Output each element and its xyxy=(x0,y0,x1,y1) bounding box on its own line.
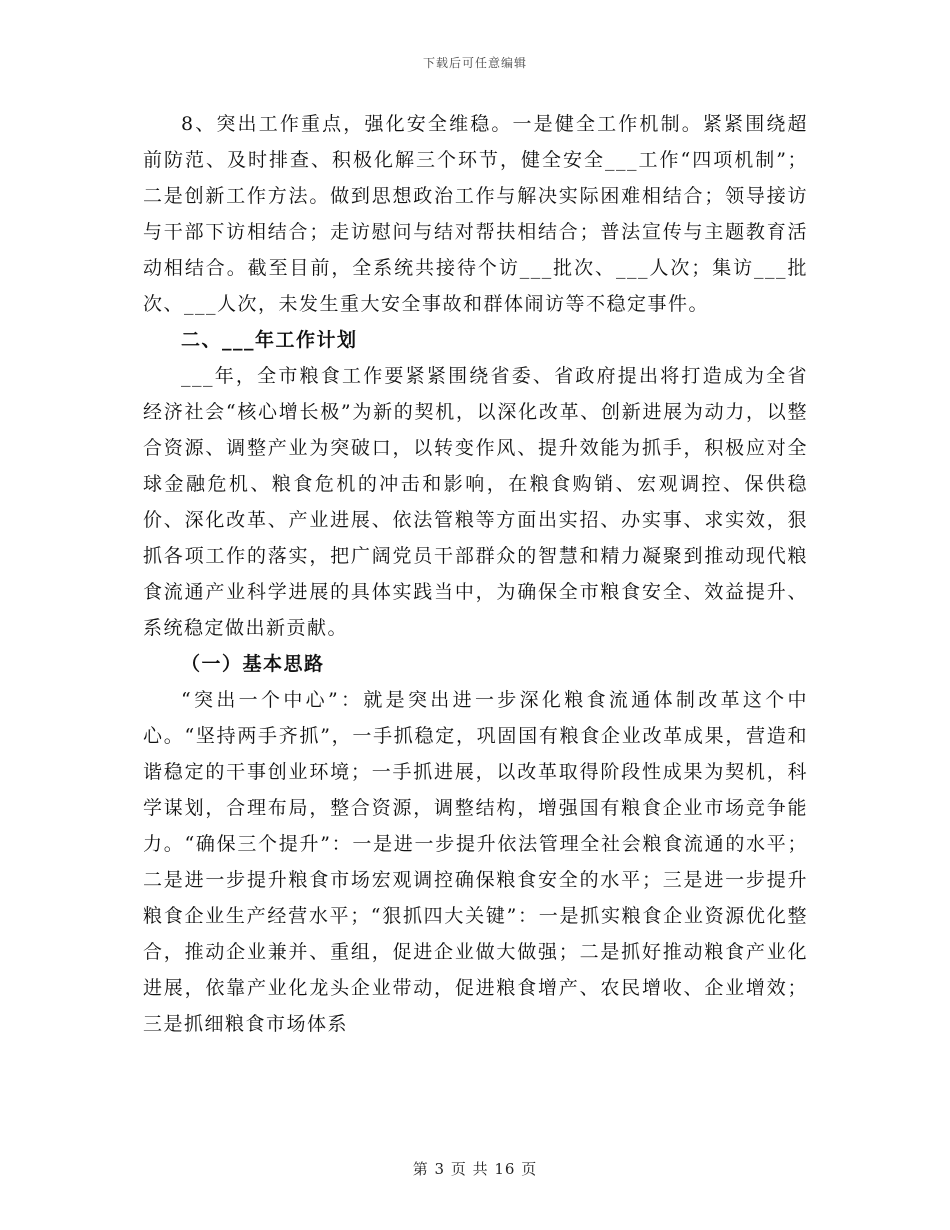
paragraph-safety-stability: 8、突出工作重点，强化安全维稳。一是健全工作机制。紧紧围绕超前防范、及时排查、积极化解三个环节，健全安全___工作“四项机制”；二是创新工作方法。做到思想政治工作与解决实际困难相结合；领导接访与干部下访相结合；走访慰问与结对帮扶相结合；普法宣传与主题教育活动相结合。截至目前，全系统共接待个访___批次、___人次；集访___批次、___人次，未发生重大安全事故和群体闹访等不稳定事件。 xyxy=(143,113,808,315)
page-header-note: 下载后可任意编辑 xyxy=(422,56,527,70)
paragraph-basic-approach: “突出一个中心”：就是突出进一步深化粮食流通体制改革这个中心。“坚持两手齐抓”，一手抓稳定，巩固国有粮食企业改革成果，营造和谐稳定的干事创业环境；一手抓进展，以改革取得阶段性成果为契机，科学谋划，合理布局，整合资源，调整结构，增强国有粮食企业市场竞争能力。“确保三个提升”：一是进一步提升依法管理全社会粮食流通的水平；二是进一步提升粮食市场宏观调控确保粮食安全的水平；三是进一步提升粮食企业生产经营水平；“狠抓四大关键”：一是抓实粮食企业资源优化整合，推动企业兼并、重组，促进企业做大做强；二是抓好推动粮食产业化进展，依靠产业化龙头企业带动，促进粮食增产、农民增收、企业增效；三是抓细粮食市场体系 xyxy=(143,689,808,1035)
document-body xyxy=(143,106,808,1042)
paragraph-work-plan-overview: ___年，全市粮食工作要紧紧围绕省委、省政府提出将打造成为全省经济社会“核心增长极”为新的契机，以深化改革、创新进展为动力，以整合资源、调整产业为突破口，以转变作风、提升效能为抓手，积极应对全球金融危机、粮食危机的冲击和影响，在粮食购销、宏观调控、保供稳价、深化改革、产业进展、依法管粮等方面出实招、办实事、求实效，狠抓各项工作的落实，把广阔党员干部群众的智慧和精力凝聚到推动现代粮食流通产业科学进展的具体实践当中，为确保全市粮食安全、效益提升、系统稳定做出新贡献。 xyxy=(143,365,808,639)
section-heading-work-plan: 二、___年工作计划 xyxy=(181,329,358,351)
page-number-footer: 第 3 页 共 16 页 xyxy=(412,1160,538,1178)
subsection-heading-basic-approach: （一）基本思路 xyxy=(181,653,325,675)
